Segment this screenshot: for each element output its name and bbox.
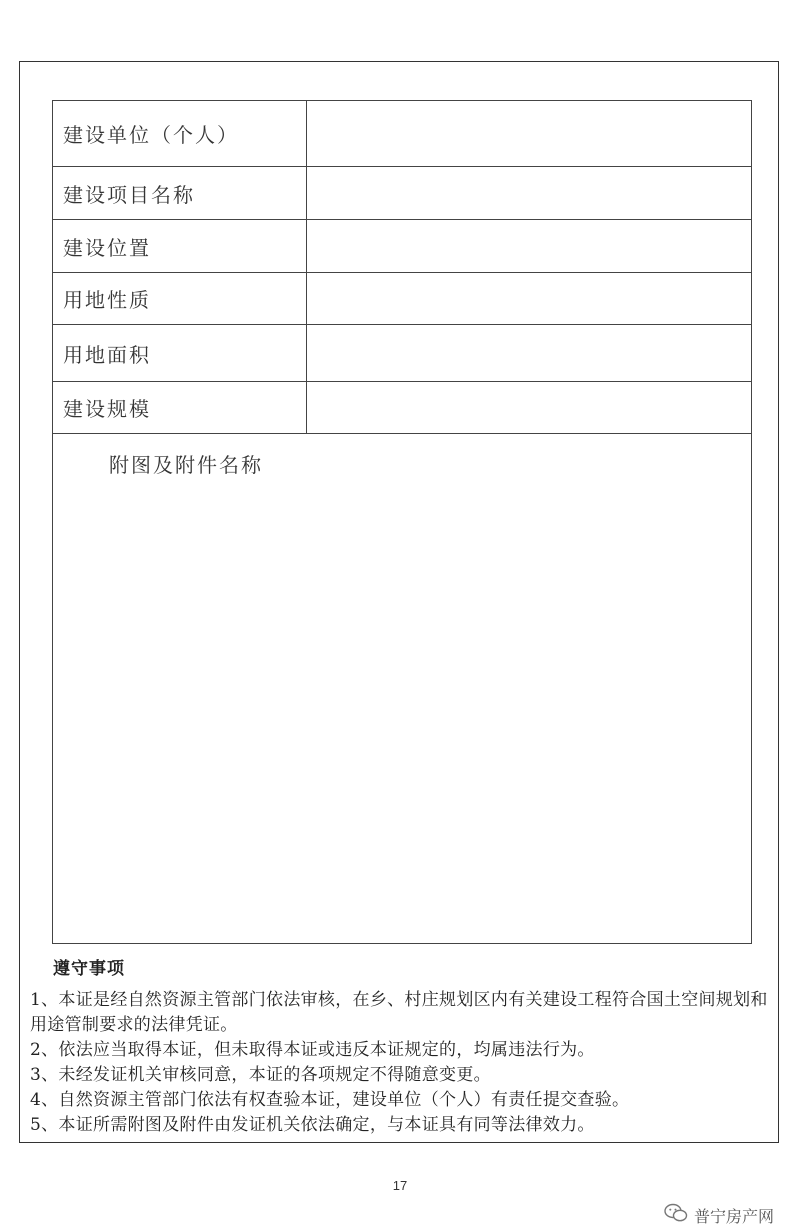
notes-item: 2、依法应当取得本证，但未取得本证或违反本证规定的，均属违法行为。 [30, 1040, 595, 1060]
row-value[interactable] [307, 382, 752, 434]
info-table [52, 100, 752, 434]
notes-item: 5、本证所需附图及附件由发证机关依法确定，与本证具有同等法律效力。 [30, 1115, 595, 1135]
attachments-box [52, 433, 752, 944]
notes-title: 遵守事项 [53, 959, 125, 979]
watermark-text: 普宁房产网 [693, 1206, 774, 1226]
table-row [53, 382, 752, 434]
row-value[interactable] [307, 101, 752, 167]
row-label: 建设位置 [53, 220, 307, 273]
row-label: 用地性质 [53, 273, 307, 325]
row-value[interactable] [307, 220, 752, 273]
table-row [53, 273, 752, 325]
page-number: 17 [392, 1178, 408, 1193]
notes-item: 1、本证是经自然资源主管部门依法审核，在乡、村庄规划区内有关建设工程符合国土空间规划和用途管制要求的法律凭证。 [30, 990, 768, 1035]
notes-item: 3、未经发证机关审核同意，本证的各项规定不得随意变更。 [30, 1065, 491, 1085]
row-label: 建设规模 [53, 382, 307, 434]
watermark [664, 1203, 774, 1227]
row-label: 建设项目名称 [53, 167, 307, 220]
row-value[interactable] [307, 325, 752, 382]
row-value[interactable] [307, 167, 752, 220]
row-label: 用地面积 [53, 325, 307, 382]
table-row [53, 325, 752, 382]
notes-item: 4、自然资源主管部门依法有权查验本证，建设单位（个人）有责任提交查验。 [30, 1090, 630, 1110]
table-row [53, 167, 752, 220]
row-value[interactable] [307, 273, 752, 325]
wechat-icon [664, 1203, 688, 1227]
row-label: 建设单位（个人） [53, 101, 307, 167]
table-row [53, 220, 752, 273]
attachments-label: 附图及附件名称 [109, 453, 263, 477]
table-row [53, 101, 752, 167]
notes-list [30, 988, 770, 1138]
